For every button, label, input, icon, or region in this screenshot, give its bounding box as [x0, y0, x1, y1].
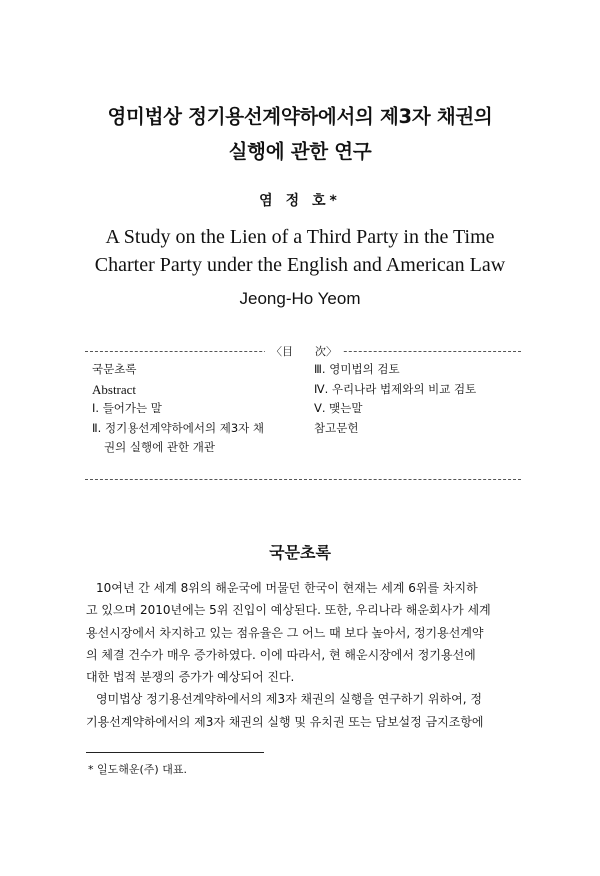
toc-item-anglo-american-law: Ⅲ. 영미법의 검토 [314, 362, 400, 376]
toc-left-column [92, 360, 292, 458]
toc-right-column [314, 360, 519, 438]
footnote: * 일도해운(주) 대표. [88, 763, 187, 776]
toc-item-comparison: Ⅳ. 우리나라 법제와의 비교 검토 [314, 381, 477, 396]
abstract-line: 10여년 간 세계 8위의 해운국에 머물던 한국이 현재는 세계 6위를 차지하 [96, 581, 478, 595]
abstract-line: 용선시장에서 차지하고 있는 점유율은 그 어느 때 보다 높아서, 정기용선계약 [86, 625, 484, 640]
abstract-line: 영미법상 정기용선계약하에서의 제3자 채권의 실행을 연구하기 위하여, 정 [96, 692, 482, 707]
toc-item-overview: Ⅱ. 정기용선계약하에서의 제3자 채 [92, 420, 265, 435]
table-of-contents [85, 345, 521, 480]
toc-item-conclusion: Ⅴ. 맺는말 [314, 401, 363, 415]
abstract-line: 기용선계약하에서의 제3자 채권의 실행 및 유치권 또는 담보설정 금지조항에 [86, 714, 484, 729]
abstract-line: 대한 법적 분쟁의 증가가 예상되어 진다. [86, 670, 295, 685]
korean-title-line-2: 실행에 관한 연구 [228, 140, 372, 163]
toc-item-korean-abstract: 국문초록 [92, 362, 137, 376]
toc-item-introduction: Ⅰ. 들어가는 말 [92, 401, 162, 415]
abstract-body [86, 577, 518, 733]
footnote-divider [86, 752, 264, 753]
korean-author-name: 염 정 호* [259, 193, 341, 209]
english-author-name: Jeong-Ho Yeom [239, 289, 361, 308]
english-title-line-1: A Study on the Lien of a Third Party in the Time [105, 226, 495, 248]
toc-item-references: 참고문헌 [314, 420, 359, 435]
toc-item-overview-continued: 권의 실행에 관한 개관 [104, 440, 215, 454]
abstract-line: 고 있으며 2010년에는 5위 진입이 예상된다. 또한, 우리나라 해운회사가 세계 [86, 603, 491, 618]
toc-item-abstract: Abstract [92, 381, 137, 397]
section-title-korean-abstract: 국문초록 [269, 543, 331, 562]
english-title-line-2: Charter Party under the English and American Law [94, 254, 506, 276]
toc-heading: 〈目 次〉 [265, 343, 343, 359]
abstract-line: 의 체결 건수가 매우 증가하였다. 이에 따라서, 현 해운시장에서 정기용선에 [86, 647, 476, 662]
korean-title-line-1: 영미법상 정기용선계약하에서의 제3자 채권의 [107, 105, 493, 128]
